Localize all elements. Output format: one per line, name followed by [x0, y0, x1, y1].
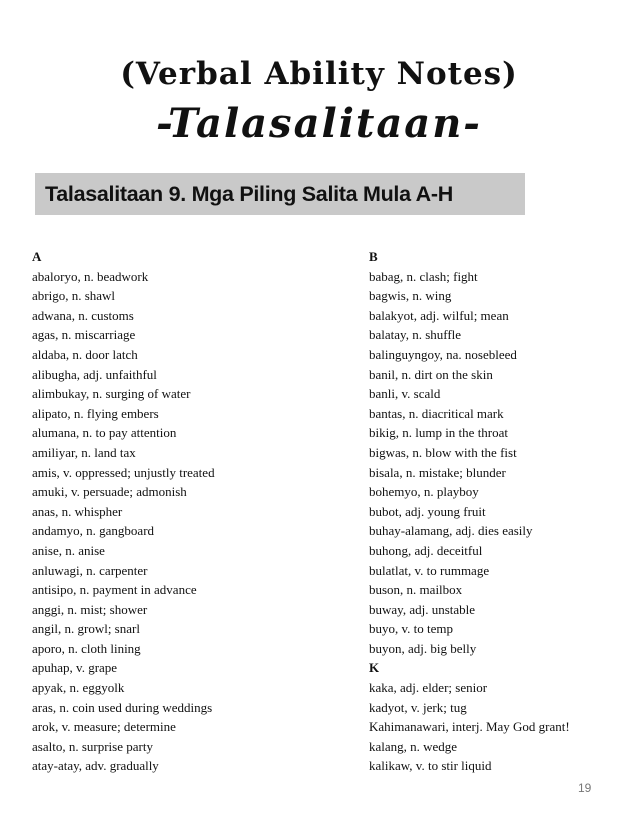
section-banner: Talasalitaan 9. Mga Piling Salita Mula A-H: [35, 173, 525, 215]
vocabulary-entry: bantas, n. diacritical mark: [369, 405, 504, 421]
vocabulary-entry: buson, n. mailbox: [369, 582, 463, 598]
vocabulary-column-left: [32, 247, 332, 776]
vocabulary-entry: aldaba, n. door latch: [32, 346, 138, 362]
vocabulary-entry: abaloryo, n. beadwork: [32, 268, 149, 284]
vocabulary-entry: anise, n. anise: [32, 542, 105, 558]
vocabulary-entry: buyon, adj. big belly: [369, 640, 477, 656]
vocabulary-entry: buyo, v. to temp: [369, 621, 454, 637]
vocabulary-entry: adwana, n. customs: [32, 307, 134, 323]
vocabulary-entry: kaka, adj. elder; senior: [369, 680, 488, 696]
vocabulary-entry: abrigo, n. shawl: [32, 288, 116, 304]
vocabulary-entry: anas, n. whispher: [32, 503, 123, 519]
vocabulary-entry: banli, v. scald: [369, 386, 441, 402]
vocabulary-entry: apyak, n. eggyolk: [32, 680, 125, 696]
vocabulary-entry: bubot, adj. young fruit: [369, 503, 486, 519]
vocabulary-entry: atay-atay, adv. gradually: [32, 758, 159, 774]
letter-heading: A: [32, 249, 42, 264]
vocabulary-entry: andamyo, n. gangboard: [32, 523, 155, 539]
vocabulary-entry: amuki, v. persuade; admonish: [32, 484, 187, 500]
vocabulary-entry: balakyot, adj. wilful; mean: [369, 307, 509, 323]
vocabulary-entry: bigwas, n. blow with the fist: [369, 444, 517, 460]
vocabulary-entry: balatay, n. shuffle: [369, 327, 462, 343]
vocabulary-column-right: [369, 247, 624, 776]
vocabulary-entry: agas, n. miscarriage: [32, 327, 136, 343]
vocabulary-entry: babag, n. clash; fight: [369, 268, 478, 284]
vocabulary-entry: buhay-alamang, adj. dies easily: [369, 523, 533, 539]
vocabulary-entry: arok, v. measure; determine: [32, 719, 176, 735]
vocabulary-entry: kalang, n. wedge: [369, 738, 458, 754]
vocabulary-entry: angil, n. growl; snarl: [32, 621, 140, 637]
vocabulary-entry: aporo, n. cloth lining: [32, 640, 141, 656]
page-title-line-2: -Talasalitaan-: [156, 100, 482, 147]
vocabulary-entry: alumana, n. to pay attention: [32, 425, 177, 441]
vocabulary-entry: asalto, n. surprise party: [32, 738, 153, 754]
vocabulary-entry: bulatlat, v. to rummage: [369, 562, 490, 578]
vocabulary-entry: aras, n. coin used during weddings: [32, 699, 213, 715]
letter-heading: K: [369, 660, 380, 676]
vocabulary-entry: balinguyngoy, na. nosebleed: [369, 346, 517, 362]
vocabulary-entry: anggi, n. mist; shower: [32, 601, 148, 617]
vocabulary-entry: apuhap, v. grape: [32, 660, 118, 676]
page-title-line-1: (Verbal Ability Notes): [120, 56, 518, 92]
vocabulary-entry: buway, adj. unstable: [369, 601, 476, 617]
vocabulary-entry: amiliyar, n. land tax: [32, 444, 136, 460]
vocabulary-entry: antisipo, n. payment in advance: [32, 582, 197, 598]
vocabulary-entry: alibugha, adj. unfaithful: [32, 366, 157, 382]
vocabulary-entry: bikig, n. lump in the throat: [369, 425, 509, 441]
vocabulary-entry: anluwagi, n. carpenter: [32, 562, 148, 578]
letter-heading: B: [369, 249, 378, 264]
vocabulary-entry: bisala, n. mistake; blunder: [369, 464, 506, 480]
vocabulary-entry: buhong, adj. deceitful: [369, 542, 483, 558]
vocabulary-entry: Kahimanawari, interj. May God grant!: [369, 719, 570, 735]
page-number: 19: [578, 781, 592, 795]
vocabulary-entry: amis, v. oppressed; unjustly treated: [32, 464, 215, 480]
vocabulary-entry: kalikaw, v. to stir liquid: [369, 758, 492, 774]
vocabulary-entry: bohemyo, n. playboy: [369, 484, 479, 500]
vocabulary-entry: alimbukay, n. surging of water: [32, 386, 191, 402]
vocabulary-entry: banil, n. dirt on the skin: [369, 366, 493, 382]
vocabulary-entry: kadyot, v. jerk; tug: [369, 699, 467, 715]
vocabulary-entry: alipato, n. flying embers: [32, 405, 159, 421]
vocabulary-entry: bagwis, n. wing: [369, 288, 452, 304]
